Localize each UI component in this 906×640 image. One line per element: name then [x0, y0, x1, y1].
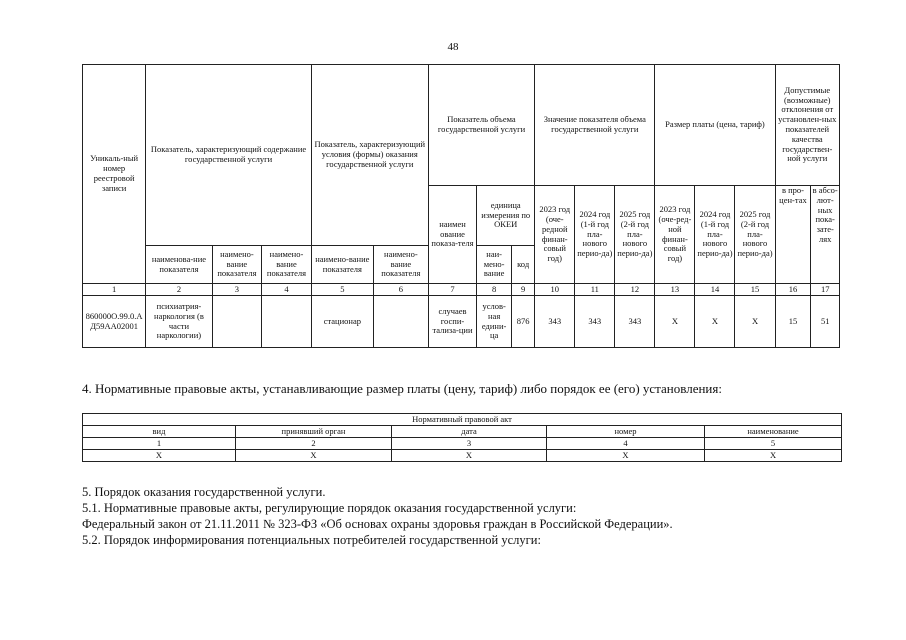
- fee-2024: Х: [695, 296, 735, 348]
- deviation-percent: 15: [775, 296, 811, 348]
- content-indicator-3: [262, 296, 312, 348]
- service-volume-table: [82, 64, 840, 348]
- column-number: 1: [83, 438, 236, 450]
- column-number: 13: [655, 284, 695, 296]
- section-5-title: 5. Порядок оказания государственной услуги.: [82, 485, 326, 499]
- condition-indicator-1: стационар: [311, 296, 373, 348]
- federal-law-reference: Федеральный закон от 21.11.2011 № 323-ФЗ «Об основах охраны здоровья граждан в Российской Федерации».: [82, 517, 673, 531]
- legal-value: Х: [236, 450, 392, 462]
- column-number: 6: [373, 284, 428, 296]
- column-number: 9: [512, 284, 535, 296]
- header-year-2025-volume: 2025 год (2-й год пла-нового перио-да): [615, 186, 655, 284]
- header-content-indicator: Показатель, характеризующий содержание государственной услуги: [146, 65, 312, 246]
- content-indicator-2: [212, 296, 262, 348]
- header-year-2024-fee: 2024 год (1-й год пла-нового перио-да): [695, 186, 735, 284]
- column-number: 3: [392, 438, 547, 450]
- sub-header-name: наимено-вание показателя: [212, 246, 262, 284]
- condition-indicator-2: [373, 296, 428, 348]
- header-volume-indicator: Показатель объема государственной услуги: [428, 65, 534, 186]
- column-number: 5: [311, 284, 373, 296]
- column-number: 10: [535, 284, 575, 296]
- header-year-2023-volume: 2023 год (оче-редной финан-совый год): [535, 186, 575, 284]
- header-deviation: Допустимые (возможные) отклонения от установлен-ных показателей качества государствен-ной услуги: [775, 65, 839, 186]
- fee-2025: Х: [735, 296, 775, 348]
- unit-name: услов-ная едини-ца: [477, 296, 512, 348]
- column-number: 3: [212, 284, 262, 296]
- header-fee: Размер платы (цена, тариф): [655, 65, 775, 186]
- header-conditions-indicator: Показатель, характеризующий условия (формы) оказания государственной услуги: [311, 65, 428, 246]
- legal-value: Х: [547, 450, 705, 462]
- header-volume-value: Значение показателя объема государственной услуги: [535, 65, 655, 186]
- column-number: 16: [775, 284, 811, 296]
- column-number: 4: [547, 438, 705, 450]
- column-number: 4: [262, 284, 312, 296]
- column-number: 12: [615, 284, 655, 296]
- deviation-absolute: 51: [811, 296, 840, 348]
- column-header-body: принявший орган: [236, 426, 392, 438]
- column-header-type: вид: [83, 426, 236, 438]
- registry-id: 860000О.99.0.АД59АА02001: [83, 296, 146, 348]
- legal-value: Х: [83, 450, 236, 462]
- legal-value: Х: [392, 450, 547, 462]
- section-4-title: 4. Нормативные правовые акты, устанавливающие размер платы (цену, тариф) либо порядок ее (его) установления:: [82, 381, 722, 396]
- column-number: 15: [735, 284, 775, 296]
- table-row: [83, 450, 842, 462]
- volume-2023: 343: [535, 296, 575, 348]
- sub-header-name: наимено-вание показателя: [262, 246, 312, 284]
- column-number: 17: [811, 284, 840, 296]
- column-number: 1: [83, 284, 146, 296]
- column-number: 8: [477, 284, 512, 296]
- sub-header-name: наимено-вание показателя: [311, 246, 373, 284]
- header-year-2024-volume: 2024 год (1-й год пла-нового перио-да): [575, 186, 615, 284]
- legal-acts-table: [82, 413, 842, 462]
- column-number: 2: [146, 284, 212, 296]
- column-number: 14: [695, 284, 735, 296]
- page-number: 48: [447, 41, 459, 53]
- fee-2023: Х: [655, 296, 695, 348]
- section-5-2-title: 5.2. Порядок информирования потенциальных потребителей государственной услуги:: [82, 533, 541, 547]
- column-header-title: наименование: [705, 426, 842, 438]
- legal-value: Х: [705, 450, 842, 462]
- column-number: 7: [428, 284, 476, 296]
- volume-2025: 343: [615, 296, 655, 348]
- header-year-2025-fee: 2025 год (2-й год пла-нового перио-да): [735, 186, 775, 284]
- volume-indicator-name: случаев госпи-тализа-ции: [428, 296, 476, 348]
- volume-2024: 343: [575, 296, 615, 348]
- column-number: 11: [575, 284, 615, 296]
- sub-header-name: наименова-ние показателя: [146, 246, 212, 284]
- header-indicator-name: наимен ование показа-теля: [428, 186, 476, 284]
- content-indicator-1: психиатрия-наркология (в части наркологии): [146, 296, 212, 348]
- header-okei-name: наи-мено-вание: [477, 246, 512, 284]
- sub-header-name: наимено-вание показателя: [373, 246, 428, 284]
- column-number: 5: [705, 438, 842, 450]
- table-row: [83, 296, 840, 348]
- header-year-2023-fee: 2023 год (оче-ред-ной финан-совый год): [655, 186, 695, 284]
- header-unique-number: Уникаль-ный номер реестровой записи: [83, 65, 146, 284]
- column-number: 2: [236, 438, 392, 450]
- section-5-1-title: 5.1. Нормативные правовые акты, регулирующие порядок оказания государственной услуги:: [82, 501, 577, 515]
- header-deviation-absolute: в абсо-лют-ных пока-зате-лях: [811, 186, 840, 284]
- unit-code: 876: [512, 296, 535, 348]
- column-header-date: дата: [392, 426, 547, 438]
- legal-act-header: Нормативный правовой акт: [83, 414, 842, 426]
- header-okei-code: код: [512, 246, 535, 284]
- header-okei-unit: единица измерения по ОКЕИ: [477, 186, 535, 246]
- column-header-number: номер: [547, 426, 705, 438]
- header-deviation-percent: в про-цен-тах: [775, 186, 811, 284]
